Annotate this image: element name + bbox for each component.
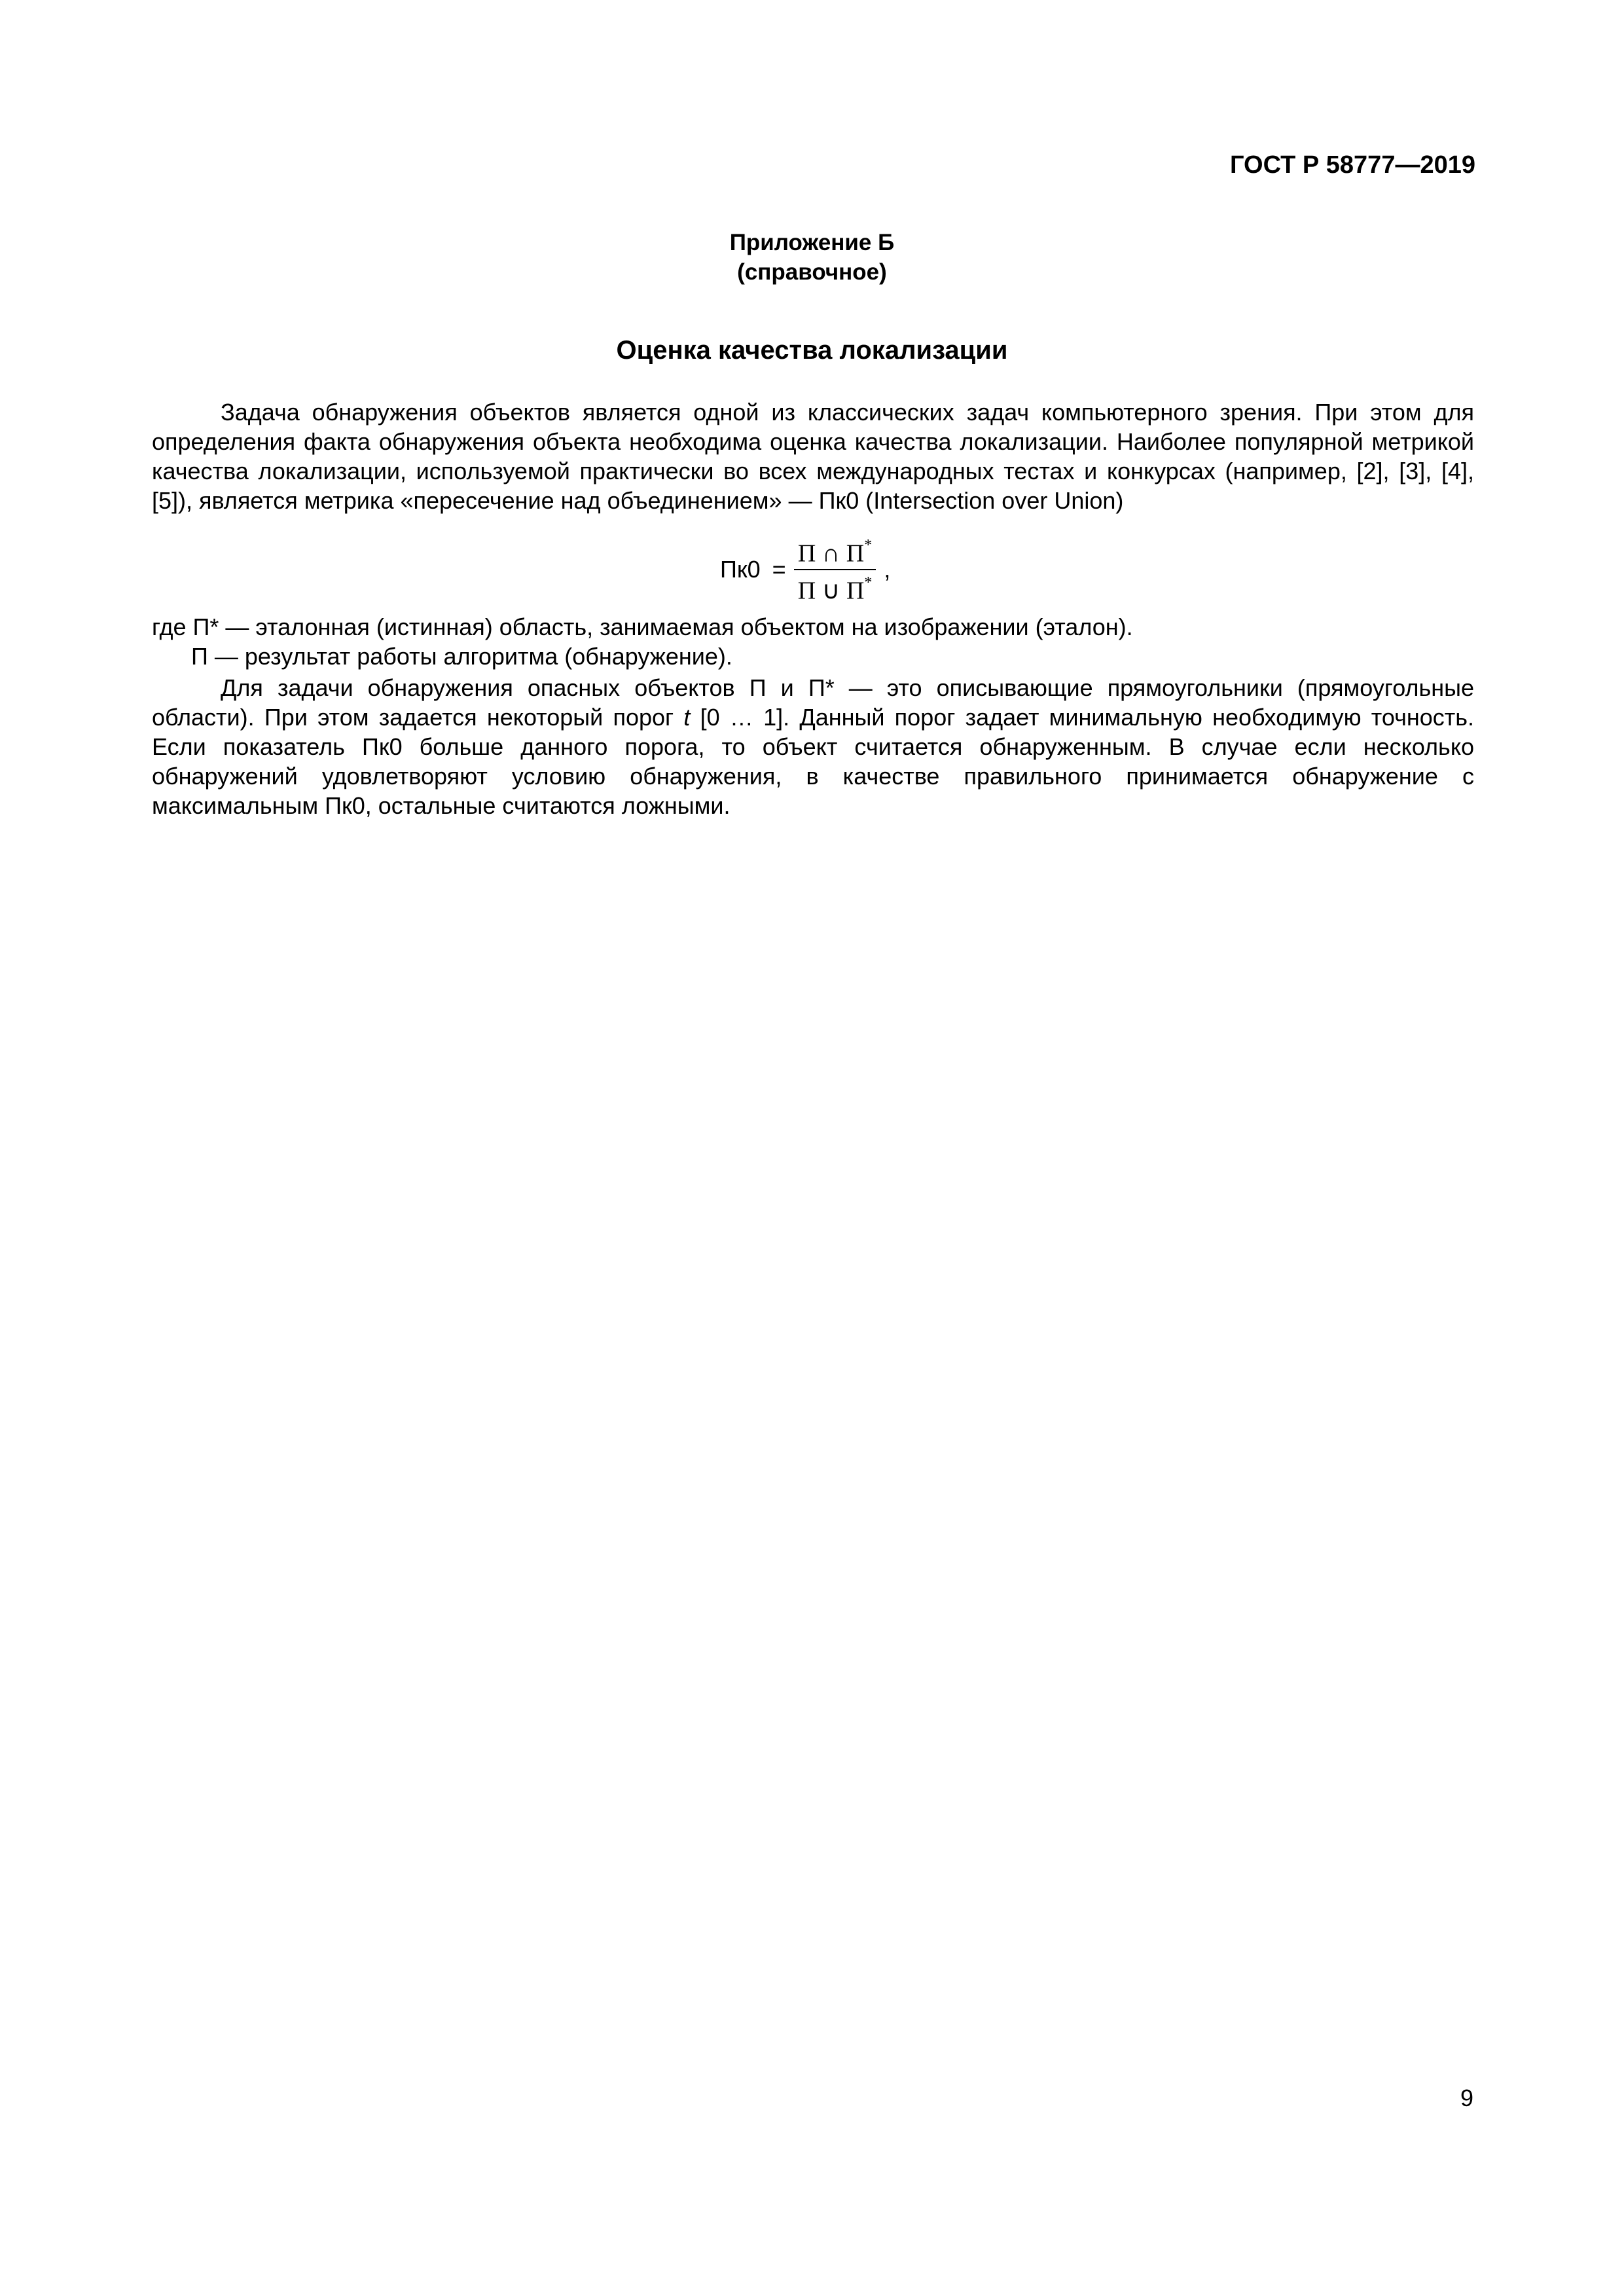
intro-paragraph: Задача обнаружения объектов является одной из классических задач компьютерного зрения. При этом для определения факта обнаружения объекта необходима оценка качества локализации. Наиболее популярной метрикой качества локализации, используемой практически во всех международных тестах и конкурсах (например, [2], [3], [4], [5]), является метрика «пересечение над объединением» — Пк0 (Intersection over Union) [152,399,1474,514]
formula-fraction [794,533,876,606]
numerator-star: * [864,537,873,555]
where-prediction-line: П — результат работы алгоритма (обнаружение). [191,643,732,670]
denominator-star: * [864,574,873,591]
iou-formula [720,534,890,606]
formula-comma: , [884,556,891,583]
annex-title: Приложение Б [729,230,895,255]
formula-denominator: П ∪ П* [797,574,873,605]
detail-paragraph: Для задачи обнаружения опасных объектов П и П* — это описывающие прямоугольники (прямоугольные области). При этом задается некоторый порог t [0 … 1]. Данный порог задает минимальную необходимую точность. Если показатель Пк0 больше данного порога, то объект считается обнаруженным. В случае если несколько обнаружений удовлетворяют условию обнаружения, в качестве правильного принимается обнаружение с максимальным Пк0, остальные считаются ложными. [152,674,1475,819]
annex-kind: (справочное) [737,259,887,285]
formula-lhs: Пк0 [720,556,761,583]
where-reference-line: где П* — эталонная (истинная) область, занимаемая объектом на изображении (эталон). [152,613,1133,640]
threshold-symbol: t [683,704,691,731]
section-title: Оценка качества локализации [616,336,1008,365]
document-code: ГОСТ Р 58777—2019 [1230,151,1475,179]
page-number: 9 [1460,2085,1473,2111]
formula-numerator: П ∩ П* [794,533,876,570]
formula-equals: = [772,556,786,583]
